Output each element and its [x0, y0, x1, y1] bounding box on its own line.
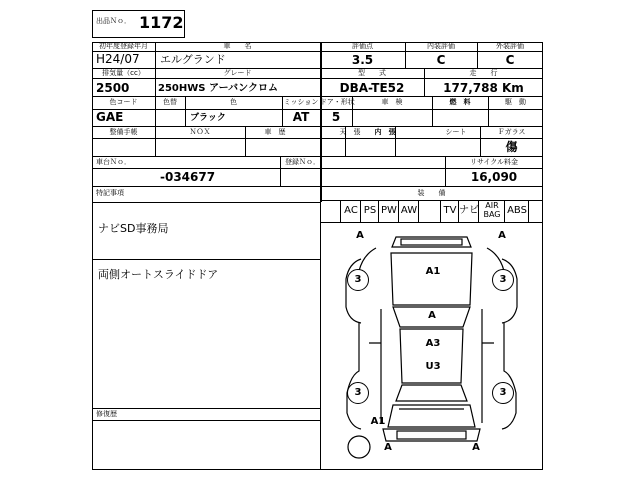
label-displacement: 排気量（cc） — [102, 69, 145, 77]
equipment-item — [478, 200, 505, 223]
divider — [92, 186, 543, 187]
mark-left-rear-wheel: 3 — [347, 382, 369, 404]
equipment-label: ABS — [507, 205, 527, 216]
label-interior: 内装評価 — [427, 42, 455, 50]
label-equipment: 装 備 — [417, 189, 446, 197]
equipment-label: AW — [400, 205, 418, 216]
label-recycle: リサイクル料金 — [469, 158, 519, 166]
equipment-item — [504, 200, 529, 223]
label-maintenance: 整備手帳 — [109, 128, 138, 136]
mark-roof-1: A3 — [425, 338, 441, 349]
equipment-label: PW — [381, 205, 397, 216]
equipment-label: ナビ — [459, 205, 479, 216]
recycle-fee: 16,090 — [470, 170, 518, 184]
displacement: 2500 — [96, 81, 130, 95]
label-seat: シート — [445, 128, 467, 136]
equipment-item — [360, 200, 379, 223]
divider — [92, 51, 543, 52]
divider — [92, 202, 321, 203]
label-car-name: 車 名 — [223, 42, 252, 50]
equipment-item — [398, 200, 419, 223]
chassis-number: -034677 — [160, 170, 216, 184]
label-exterior: 外装評価 — [496, 42, 524, 50]
score: 3.5 — [351, 53, 374, 67]
mark-front-right: A — [498, 230, 506, 241]
label-mission: ミッション — [283, 98, 319, 106]
label-color: 色 — [230, 98, 237, 106]
mark-roof-2: U3 — [425, 361, 441, 372]
label-registration: 登録Ｎｏ． — [285, 158, 320, 166]
divider — [92, 96, 543, 97]
label-mileage: 走 行 — [469, 69, 498, 77]
interior-grade: C — [436, 53, 446, 67]
divider — [92, 259, 321, 260]
color-code: GAE — [96, 110, 124, 124]
car-name: エルグランド — [160, 53, 226, 66]
mark-right-rear-wheel: 3 — [492, 382, 514, 404]
grade: 250HWS アーバンクロム — [158, 83, 278, 94]
label-inspection: 車 検 — [381, 98, 403, 106]
equipment-item — [418, 200, 441, 223]
label-history: 車 歴 — [264, 128, 286, 136]
divider — [92, 126, 543, 127]
equipment-item — [440, 200, 459, 223]
mark-right-front-wheel: 3 — [492, 269, 514, 291]
front-glass-status: 傷 — [505, 140, 518, 154]
lot-number-label: 出品Ｎｏ． — [96, 17, 131, 25]
equipment-item — [378, 200, 399, 223]
equipment-item — [458, 200, 479, 223]
mark-rear-bottom-left: A — [384, 442, 392, 453]
label-grade: グレード — [223, 69, 252, 77]
divider — [92, 78, 543, 79]
lot-number: 1172 — [139, 13, 184, 32]
label-nox: ＮＯＸ — [189, 128, 211, 136]
divider — [92, 138, 543, 139]
mark-front-left: A — [356, 230, 364, 241]
exterior-grade: C — [505, 53, 515, 67]
divider — [92, 408, 321, 409]
label-model: 型 式 — [358, 69, 386, 77]
note-line-1: ナビSD事務局 — [98, 222, 169, 235]
divider — [280, 156, 281, 186]
equipment-label: AIR BAG — [483, 201, 501, 219]
label-notes: 特記事項 — [96, 189, 124, 197]
equipment-item — [340, 200, 361, 223]
mission: AT — [292, 110, 310, 124]
equipment-label: TV — [443, 205, 457, 216]
mark-rear-bottom-right: A — [472, 442, 480, 453]
label-door: ドア・形状 — [320, 98, 355, 106]
label-reg-date: 初年度登録年月 — [99, 42, 148, 50]
mark-rear-left: A1 — [370, 416, 386, 427]
divider — [92, 156, 543, 157]
door-count: 5 — [331, 110, 341, 124]
equipment-label: AC — [344, 205, 358, 216]
divider — [92, 420, 321, 421]
label-repair-history: 修復歴 — [96, 410, 117, 418]
label-score: 評価点 — [352, 42, 373, 50]
label-roof-lining: 天 張 — [339, 128, 361, 136]
label-drive: 駆 動 — [505, 98, 526, 106]
label-interior-lining: 内 張 — [374, 128, 396, 136]
mark-left-front-wheel: 3 — [347, 269, 369, 291]
model-code: DBA-TE52 — [339, 81, 405, 95]
divider — [92, 168, 543, 169]
label-color-code: 色コード — [109, 98, 138, 106]
label-front-glass: Ｆガラス — [497, 128, 526, 136]
mileage: 177,788 Km — [443, 81, 524, 95]
label-color-swap: 色替 — [163, 98, 177, 106]
note-line-2: 両側オートスライドドア — [98, 268, 219, 281]
label-chassis: 車台Ｎｏ． — [96, 158, 131, 166]
reg-date: H24/07 — [96, 52, 140, 66]
mark-windshield: A — [428, 310, 436, 321]
equipment-label: PS — [363, 205, 377, 216]
color: ブラック — [190, 113, 226, 123]
mark-hood: A1 — [425, 266, 441, 277]
label-fuel: 燃 料 — [449, 98, 471, 106]
